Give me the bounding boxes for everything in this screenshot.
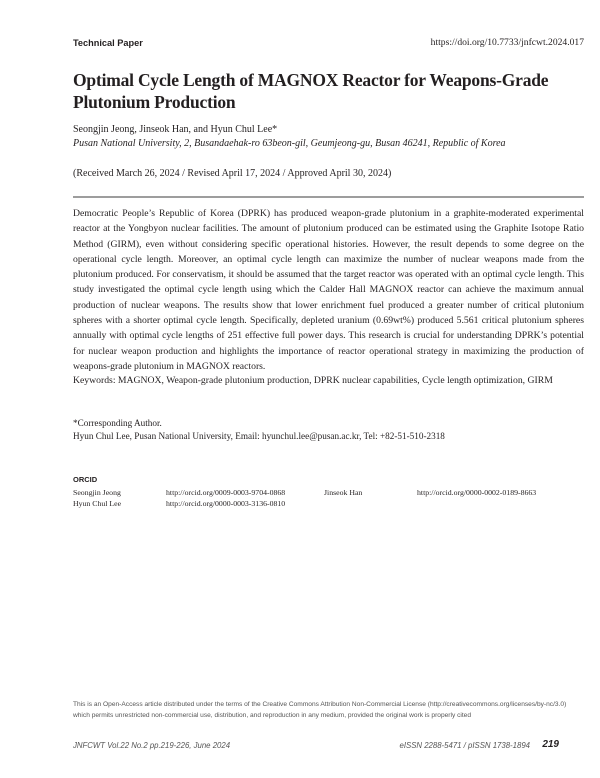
page-number: 219	[542, 739, 559, 750]
paper-title: Optimal Cycle Length of MAGNOX Reactor for Weapons-Grade Plutonium Production	[73, 70, 549, 112]
abstract: Democratic People’s Republic of Korea (DPRK) has produced weapon-grade plutonium in a graphite-moderated experimental reactor at the Yongbyon nuclear facilities. The amount of plutonium produced can be estimated using the Graphite Isotope Ratio Method (GIRM), even without considering specific operational histories. However, the result depends to some degree on the operational cycle length. Moreover, an optimal cycle length can maximize the number of nuclear weapons made from the plutonium produced. For conservatism, it should be assumed that the target reactor was operated with an optimal cycle length. This study investigated the optimal cycle length using which the Calder Hall MAGNOX reactor can achieve the maximum annual production of nuclear weapons. The results show that lower enrichment fuel produced a greater number of critical plutonium spheres with a shorter optimal cycle length. Specifically, depleted uranium (0.69wt%) produced 5.561 critical plutonium spheres annually with optimal cycle lengths of 251 effective full power days. This research is crucial for understanding DPRK’s potential for nuclear weapon production and highlights the importance of reactor operational strategy in maximizing the production of weapons-grade plutonium in MAGNOX reactors.	[73, 208, 584, 372]
corresponding-author-detail: Hyun Chul Lee, Pusan National University, Email: hyunchul.lee@pusan.ac.kr, Tel: +82-51-510-2318	[73, 431, 445, 441]
header-divider	[73, 196, 584, 198]
orcid-link[interactable]: http://orcid.org/0000-0002-0189-8663	[417, 488, 537, 497]
affiliation: Pusan National University, 2, Busandaehak-ro 63beon-gil, Geumjeong-gu, Busan 46241, Republic of Korea	[73, 138, 506, 149]
keywords: Keywords: MAGNOX, Weapon-grade plutonium production, DPRK nuclear capabilities, Cycle length optimization, GIRM	[73, 375, 553, 386]
corresponding-author-label: *Corresponding Author.	[73, 418, 162, 428]
orcid-author-name: Seongjin Jeong	[73, 488, 121, 497]
license-notice: This is an Open-Access article distributed under the terms of the Creative Commons Attribution Non-Commercial License (http://creativecommons.org/licenses/by-nc/3.0) which permits unrestricted non-commercial use, distribution, and reproduction in any medium, provided the original work is properly cited	[73, 701, 567, 719]
author-list: Seongjin Jeong, Jinseok Han, and Hyun Chul Lee*	[73, 124, 278, 135]
doi-link[interactable]: https://doi.org/10.7733/jnfcwt.2024.017	[430, 37, 584, 48]
journal-citation: JNFCWT Vol.22 No.2 pp.219-226, June 2024	[73, 741, 231, 750]
orcid-link[interactable]: http://orcid.org/0009-0003-9704-0868	[166, 488, 286, 497]
section-label: Technical Paper	[73, 38, 143, 48]
orcid-link[interactable]: http://orcid.org/0000-0003-3136-0810	[166, 499, 286, 508]
orcid-author-name: Hyun Chul Lee	[73, 499, 122, 508]
orcid-author-name: Jinseok Han	[324, 488, 363, 497]
issn: eISSN 2288-5471 / pISSN 1738-1894	[399, 741, 530, 750]
orcid-heading: ORCID	[73, 475, 98, 484]
submission-dates: (Received March 26, 2024 / Revised April 17, 2024 / Approved April 30, 2024)	[73, 168, 392, 179]
